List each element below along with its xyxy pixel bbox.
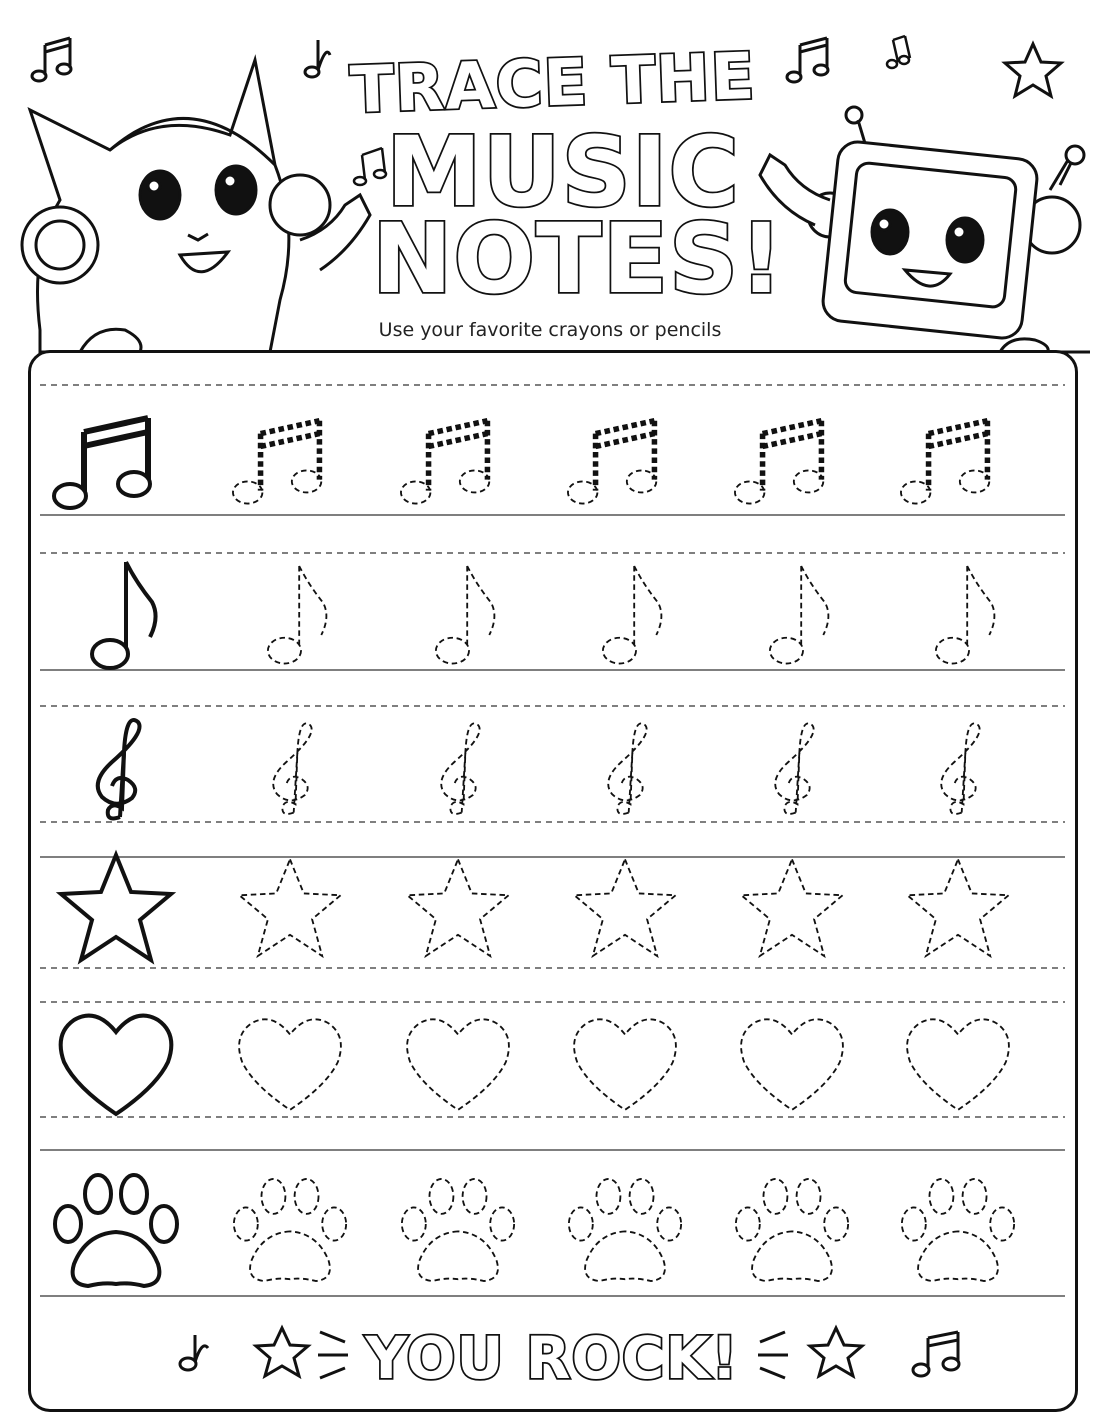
dashed-paw-print-trace-icon[interactable]: [234, 1179, 346, 1281]
trace-row: [55, 1175, 1014, 1286]
dashed-beamed-eighth-notes-trace-icon[interactable]: [901, 421, 989, 504]
beamed-eighth-notes-icon: [54, 418, 150, 508]
trace-row: [54, 418, 989, 508]
dashed-paw-print-trace-icon[interactable]: [902, 1179, 1014, 1281]
title-line2: MUSIC: [386, 116, 740, 228]
dashed-star-trace-icon[interactable]: [407, 859, 508, 956]
instructions-line1: Use your favorite crayons or pencils: [378, 319, 722, 341]
trace-row: [92, 562, 994, 668]
music-note-icon: [180, 1335, 208, 1370]
sparkle-lines-icon: [758, 1332, 788, 1378]
star-icon: [810, 1328, 862, 1376]
dashed-eighth-note-trace-icon[interactable]: [436, 566, 494, 664]
treble-clef-icon: [98, 720, 140, 818]
title-line3: NOTES!: [372, 203, 784, 315]
dashed-paw-print-trace-icon[interactable]: [569, 1179, 681, 1281]
dashed-heart-trace-icon[interactable]: [574, 1019, 676, 1110]
title-line1: TRACE THE: [348, 39, 757, 129]
star-icon: [61, 855, 171, 960]
eighth-note-icon: [92, 562, 156, 668]
dashed-eighth-note-trace-icon[interactable]: [268, 566, 326, 664]
heart-icon: [61, 1016, 172, 1114]
dashed-star-trace-icon[interactable]: [574, 859, 675, 956]
music-note-icon: [913, 1332, 959, 1376]
dashed-treble-clef-trace-icon[interactable]: [941, 723, 979, 814]
dashed-treble-clef-trace-icon[interactable]: [608, 723, 646, 814]
dashed-heart-trace-icon[interactable]: [407, 1019, 509, 1110]
dashed-treble-clef-trace-icon[interactable]: [441, 723, 479, 814]
dashed-beamed-eighth-notes-trace-icon[interactable]: [568, 421, 656, 504]
dashed-paw-print-trace-icon[interactable]: [402, 1179, 514, 1281]
dashed-beamed-eighth-notes-trace-icon[interactable]: [401, 421, 489, 504]
trace-row: [98, 720, 980, 818]
dashed-heart-trace-icon[interactable]: [907, 1019, 1009, 1110]
star-icon: [256, 1328, 308, 1376]
dashed-star-trace-icon[interactable]: [741, 859, 842, 956]
footer-text: YOU ROCK!: [365, 1324, 739, 1392]
dashed-eighth-note-trace-icon[interactable]: [770, 566, 828, 664]
trace-row: [61, 855, 1009, 960]
dashed-treble-clef-trace-icon[interactable]: [273, 723, 311, 814]
dashed-eighth-note-trace-icon[interactable]: [936, 566, 994, 664]
dashed-beamed-eighth-notes-trace-icon[interactable]: [233, 421, 321, 504]
sparkle-lines-icon: [318, 1332, 348, 1378]
dashed-star-trace-icon[interactable]: [907, 859, 1008, 956]
dashed-eighth-note-trace-icon[interactable]: [603, 566, 661, 664]
trace-row: [61, 1016, 1009, 1114]
dashed-heart-trace-icon[interactable]: [741, 1019, 843, 1110]
dashed-star-trace-icon[interactable]: [239, 859, 340, 956]
dashed-heart-trace-icon[interactable]: [239, 1019, 341, 1110]
paw-print-icon: [55, 1175, 177, 1286]
dashed-beamed-eighth-notes-trace-icon[interactable]: [735, 421, 823, 504]
dashed-paw-print-trace-icon[interactable]: [736, 1179, 848, 1281]
dashed-treble-clef-trace-icon[interactable]: [775, 723, 813, 814]
